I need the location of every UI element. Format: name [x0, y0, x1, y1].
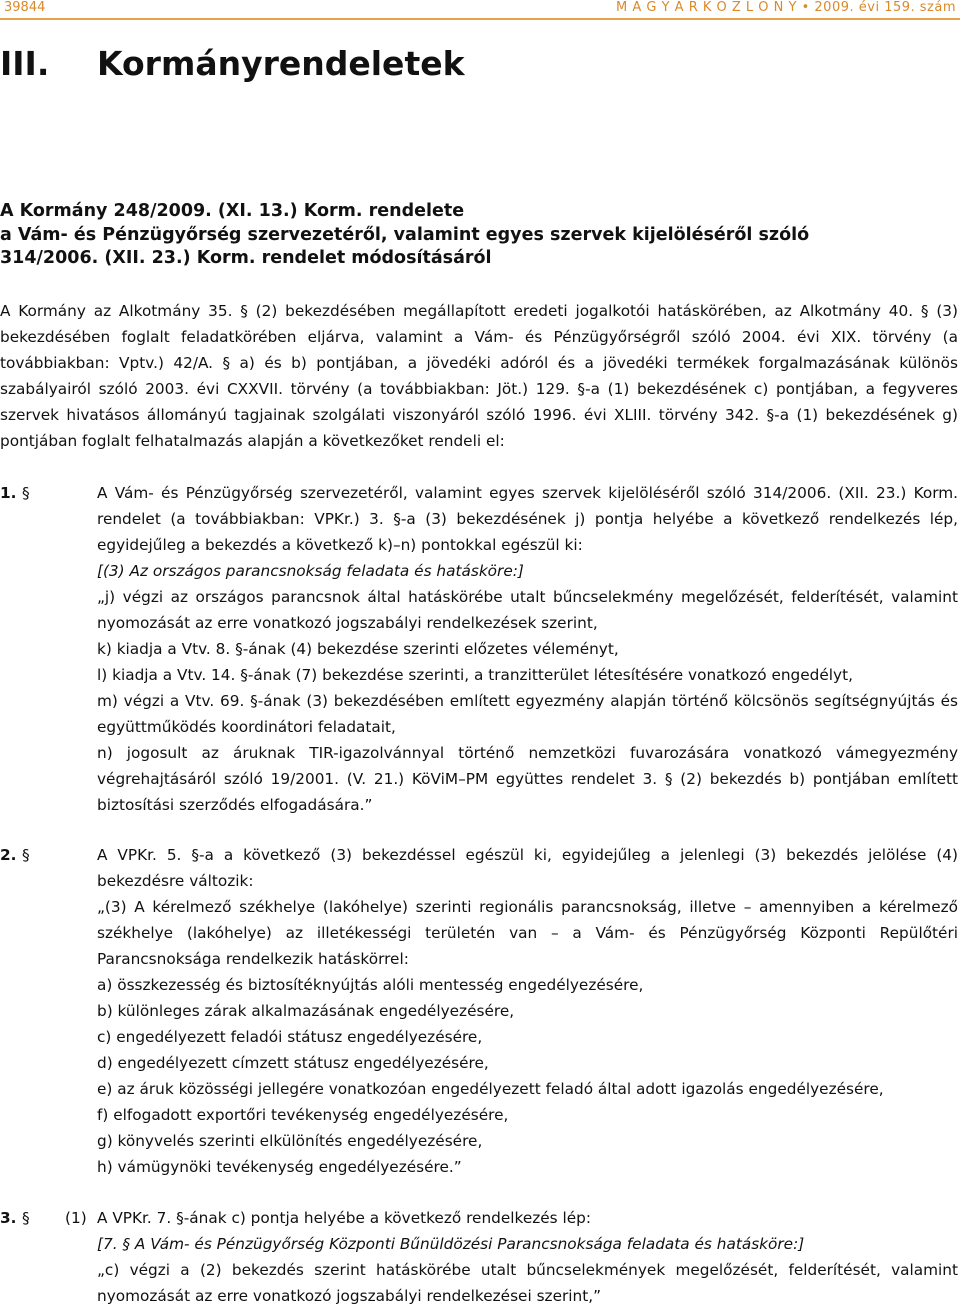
- section-number: III.: [0, 44, 50, 83]
- article-paragraph: „(3) A kérelmező székhelye (lakóhelye) szerinti regionális parancsnokság, illetve – amennyiben a kérelmező székhelye (lakóhelye) az illetékességi területén van – a Vám- és Pénzügyőrség Központi Repülőtéri Parancsnoksága rendelkezik hatáskörrel:: [97, 898, 958, 968]
- article-paragraph: l) kiadja a Vtv. 14. §-ának (7) bekezdése szerinti, a tranzitterület létesítésére vonatkozó engedélyt,: [97, 666, 853, 684]
- article-paragraph: h) vámügynöki tevékenység engedélyezésére.”: [97, 1158, 462, 1176]
- article-paragraph: A Vám- és Pénzügyőrség szervezetéről, valamint egyes szervek kijelöléséről szóló 314/2006. (XII. 23.) Korm. rendelet (a továbbiakban: VPKr.) 3. §-a (3) bekezdésének j) pontja helyébe a következő rendelkezés lép, egyidejűleg a bekezdés a következő k)–n) pontokkal egészül ki:: [97, 484, 958, 554]
- page-number: 39844: [4, 0, 46, 15]
- article-paragraph: c) engedélyezett feladói státusz engedélyezésére,: [97, 1028, 483, 1046]
- decree-title-line: a Vám- és Pénzügyőrség szervezetéről, valamint egyes szervek kijelöléséről szóló: [0, 224, 810, 245]
- preamble: A Kormány az Alkotmány 35. § (2) bekezdésében megállapított eredeti jogalkotói hatáskörében, az Alkotmány 40. § (3) bekezdésében foglalt feladatkörében eljárva, valamint a Vám- és Pénzügyőrségről szóló 2004. évi XIX. törvény (a továbbiakban: Vptv.) 42/A. § a) és b) pontjában, a jövedéki adóról és a jövedéki termékek forgalmazásának különös szabályairól szóló 2003. évi CXXVII. törvény (a továbbiakban: Jöt.) 129. §-a (1) bekezdésének c) pontjában, a fegyveres szervek hivatásos állományú tagjainak szolgálati viszonyáról szóló 1996. évi XLIII. törvény 342. §-a (1) bekezdésének g) pontjában foglalt felhatalmazás alapján a következőket rendeli el:: [0, 302, 958, 450]
- article-paragraph: A VPKr. 7. §-ának c) pontja helyébe a következő rendelkezés lép:: [97, 1209, 592, 1227]
- article-body: [97, 1205, 958, 1309]
- article-paragraph: „c) végzi a (2) bekezdés szerint hatáskörébe utalt bűncselekmények megelőzését, felderítését, valamint nyomozását az erre vonatkozó jogszabályi rendelkezései szerint,”: [97, 1261, 958, 1305]
- article-paragraph: g) könyvelés szerinti elkülönítés engedélyezésére,: [97, 1132, 483, 1150]
- article-paragraph: n) jogosult az áruknak TIR-igazolvánnyal történő nemzetközi fuvarozására vonatkozó vámegyezmény végrehajtásáról szóló 19/2001. (V. 21.) KöViM–PM együttes rendelet 3. § (2) bekezdés b) pontjában említett biztosítási szerződés elfogadására.”: [97, 744, 958, 814]
- article-body: [97, 842, 958, 1180]
- article-paragraph: [(3) Az országos parancsnokság feladata és hatásköre:]: [97, 562, 524, 580]
- article-number: 3.: [0, 1209, 17, 1227]
- article-3: [0, 1205, 960, 1309]
- section-sign: §: [22, 484, 30, 502]
- article-paragraph: f) elfogadott exportőri tevékenység engedélyezésére,: [97, 1106, 509, 1124]
- article-paragraph: d) engedélyezett címzett státusz engedélyezésére,: [97, 1054, 489, 1072]
- article-paragraph: a) összkezesség és biztosítéknyújtás alóli mentesség engedélyezésére,: [97, 976, 644, 994]
- section-title: Kormányrendeletek: [97, 44, 465, 83]
- article-paragraph: A VPKr. 5. §-a a következő (3) bekezdéssel egészül ki, egyidejűleg a jelenlegi (3) bekezdés jelölése (4) bekezdésre változik:: [97, 846, 958, 890]
- section-sign: §: [22, 846, 30, 864]
- article-paragraph: e) az áruk közösségi jellegére vonatkozóan engedélyezett feladó által adott igazolás engedélyezésére,: [97, 1080, 884, 1098]
- section-sign: §: [22, 1209, 30, 1227]
- decree-title: [0, 200, 809, 271]
- article-2: [0, 842, 960, 1180]
- publication-header: M A G Y A R K Ö Z L Ö N Y • 2009. évi 159. szám: [616, 0, 956, 15]
- article-body: [97, 480, 958, 818]
- article-paragraph: [7. § A Vám- és Pénzügyőrség Központi Bűnüldözési Parancsnoksága feladata és hatásköre:]: [97, 1235, 805, 1253]
- article-number: 2.: [0, 846, 17, 864]
- section-heading: [0, 44, 465, 83]
- article-paragraph: b) különleges zárak alkalmazásának engedélyezésére,: [97, 1002, 515, 1020]
- article-number: 1.: [0, 484, 17, 502]
- decree-title-line: A Kormány 248/2009. (XI. 13.) Korm. rendelete: [0, 201, 465, 221]
- article-paragraph: m) végzi a Vtv. 69. §-ának (3) bekezdésében említett egyezmény alapján történő kölcsönös segítségnyújtás és együttműködés koordinátori feladatait,: [97, 692, 958, 736]
- decree-title-line: 314/2006. (XII. 23.) Korm. rendelet módosításáról: [0, 248, 492, 268]
- paragraph-number: (1): [65, 1209, 87, 1227]
- header-rule: [0, 18, 960, 20]
- article-paragraph: „j) végzi az országos parancsnok által hatáskörébe utalt bűncselekmény megelőzését, felderítését, valamint nyomozását az erre vonatkozó jogszabályi rendelkezések szerint,: [97, 588, 958, 632]
- article-1: [0, 480, 960, 818]
- article-paragraph: k) kiadja a Vtv. 8. §-ának (4) bekezdése szerinti előzetes véleményt,: [97, 640, 619, 658]
